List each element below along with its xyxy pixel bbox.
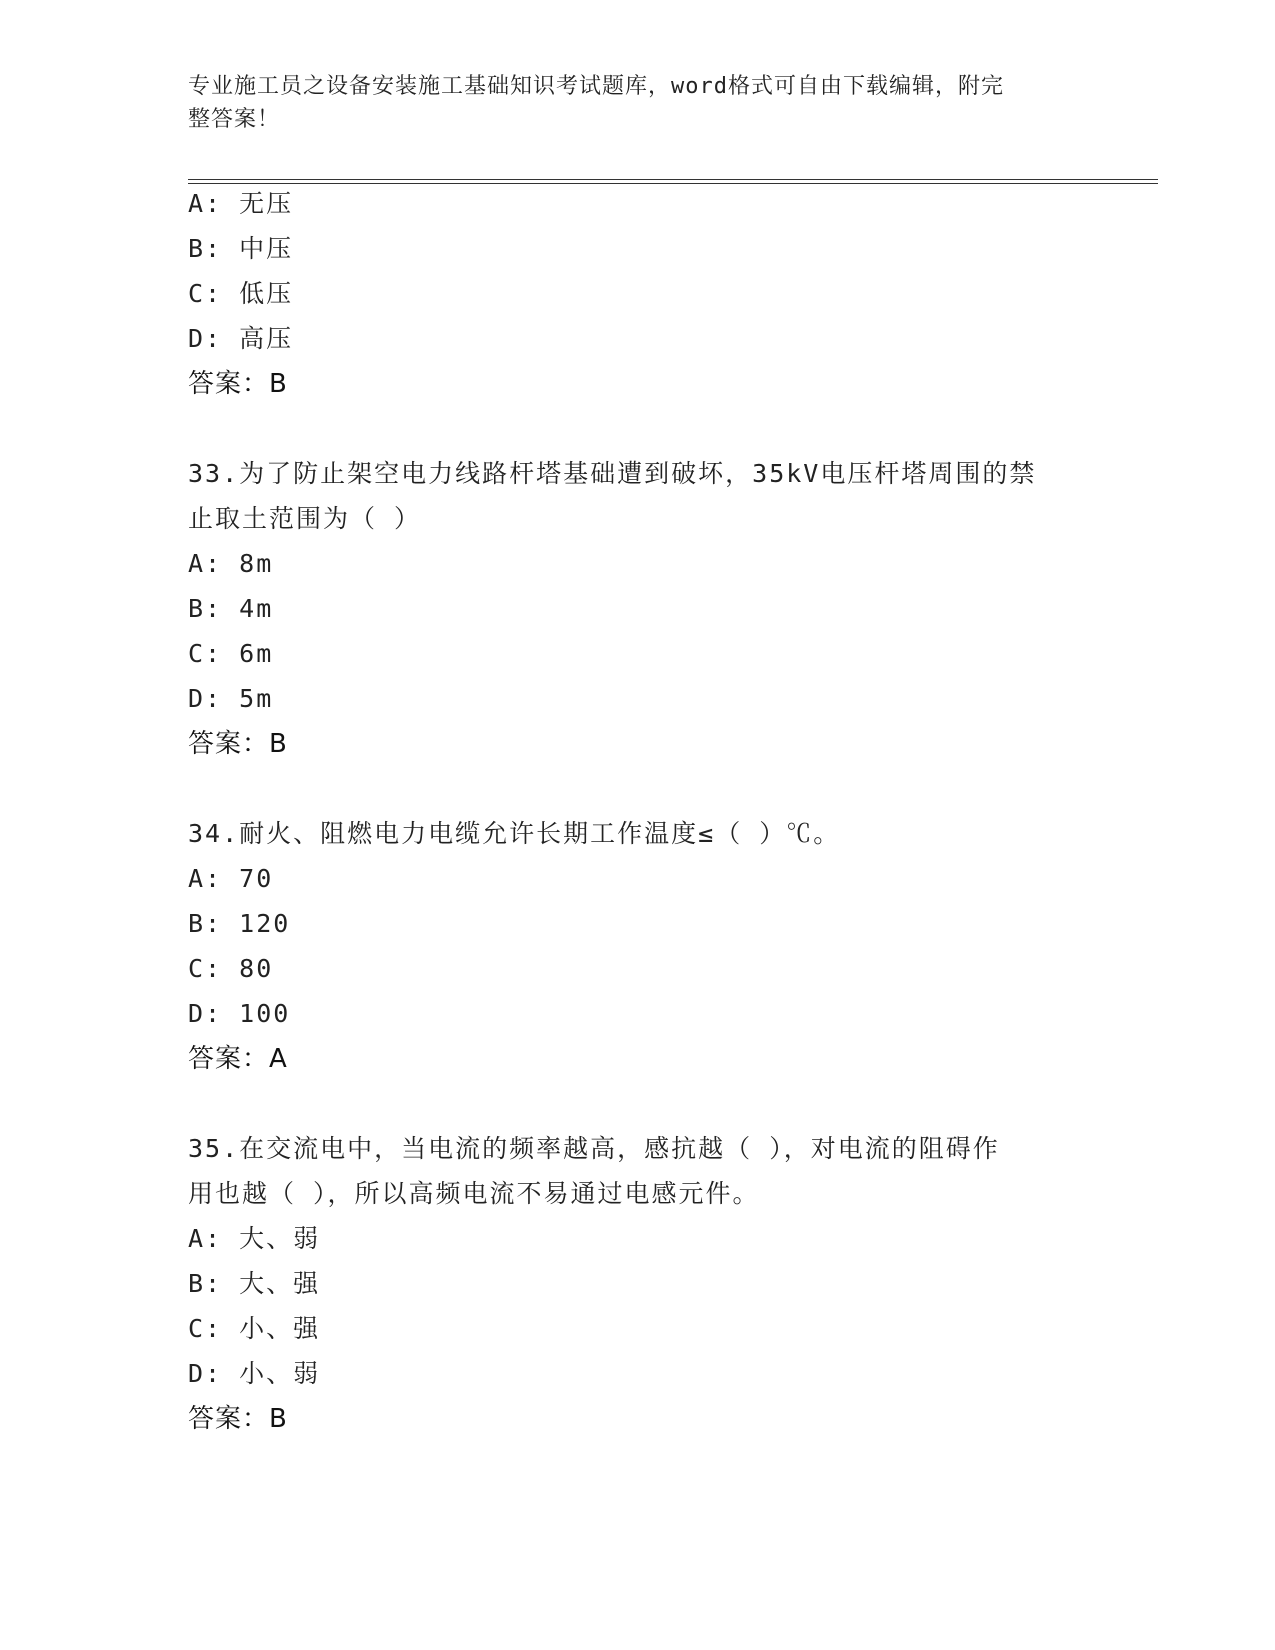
header-divider-bottom bbox=[188, 183, 1158, 184]
header-line-2: 整答案！ bbox=[188, 107, 281, 132]
q32-answer: 答案：B bbox=[188, 369, 288, 399]
q34-option-b: B: 120 bbox=[188, 909, 291, 938]
q34-option-d: D: 100 bbox=[188, 999, 291, 1028]
q35-option-a: A: 大、弱 bbox=[188, 1224, 321, 1253]
q33-option-a: A: 8m bbox=[188, 549, 274, 578]
q34-option-a: A: 70 bbox=[188, 864, 274, 893]
q32-option-b: B: 中压 bbox=[188, 234, 294, 263]
q34-stem-line-1: 34.耐火、阻燃电力电缆允许长期工作温度≤（ ）℃。 bbox=[188, 819, 841, 848]
header-line-1: 专业施工员之设备安装施工基础知识考试题库，word格式可自由下载编辑，附完 bbox=[188, 74, 1004, 99]
q35-answer: 答案：B bbox=[188, 1404, 288, 1434]
header-divider-top bbox=[188, 179, 1158, 180]
q35-option-d: D: 小、弱 bbox=[188, 1359, 321, 1388]
q32-option-c: C: 低压 bbox=[188, 279, 294, 308]
document-header bbox=[188, 70, 1068, 136]
q35-stem-line-1: 35.在交流电中，当电流的频率越高，感抗越（ ），对电流的阻碍作 bbox=[188, 1134, 1000, 1163]
q35-stem-line-2: 用也越（ ），所以高频电流不易通过电感元件。 bbox=[188, 1179, 760, 1208]
q33-option-c: C: 6m bbox=[188, 639, 274, 668]
q33-stem-line-1: 33.为了防止架空电力线路杆塔基础遭到破坏，35kV电压杆塔周围的禁 bbox=[188, 459, 1037, 488]
q35-option-c: C: 小、强 bbox=[188, 1314, 321, 1343]
q34-option-c: C: 80 bbox=[188, 954, 274, 983]
q35-option-b: B: 大、强 bbox=[188, 1269, 321, 1298]
q32-option-d: D: 高压 bbox=[188, 324, 294, 353]
q32-option-a: A: 无压 bbox=[188, 189, 294, 218]
q33-option-d: D: 5m bbox=[188, 684, 274, 713]
q33-answer: 答案：B bbox=[188, 729, 288, 759]
q34-answer: 答案：A bbox=[188, 1044, 288, 1074]
q33-option-b: B: 4m bbox=[188, 594, 274, 623]
q33-stem-line-2: 止取土范围为（ ） bbox=[188, 504, 422, 533]
